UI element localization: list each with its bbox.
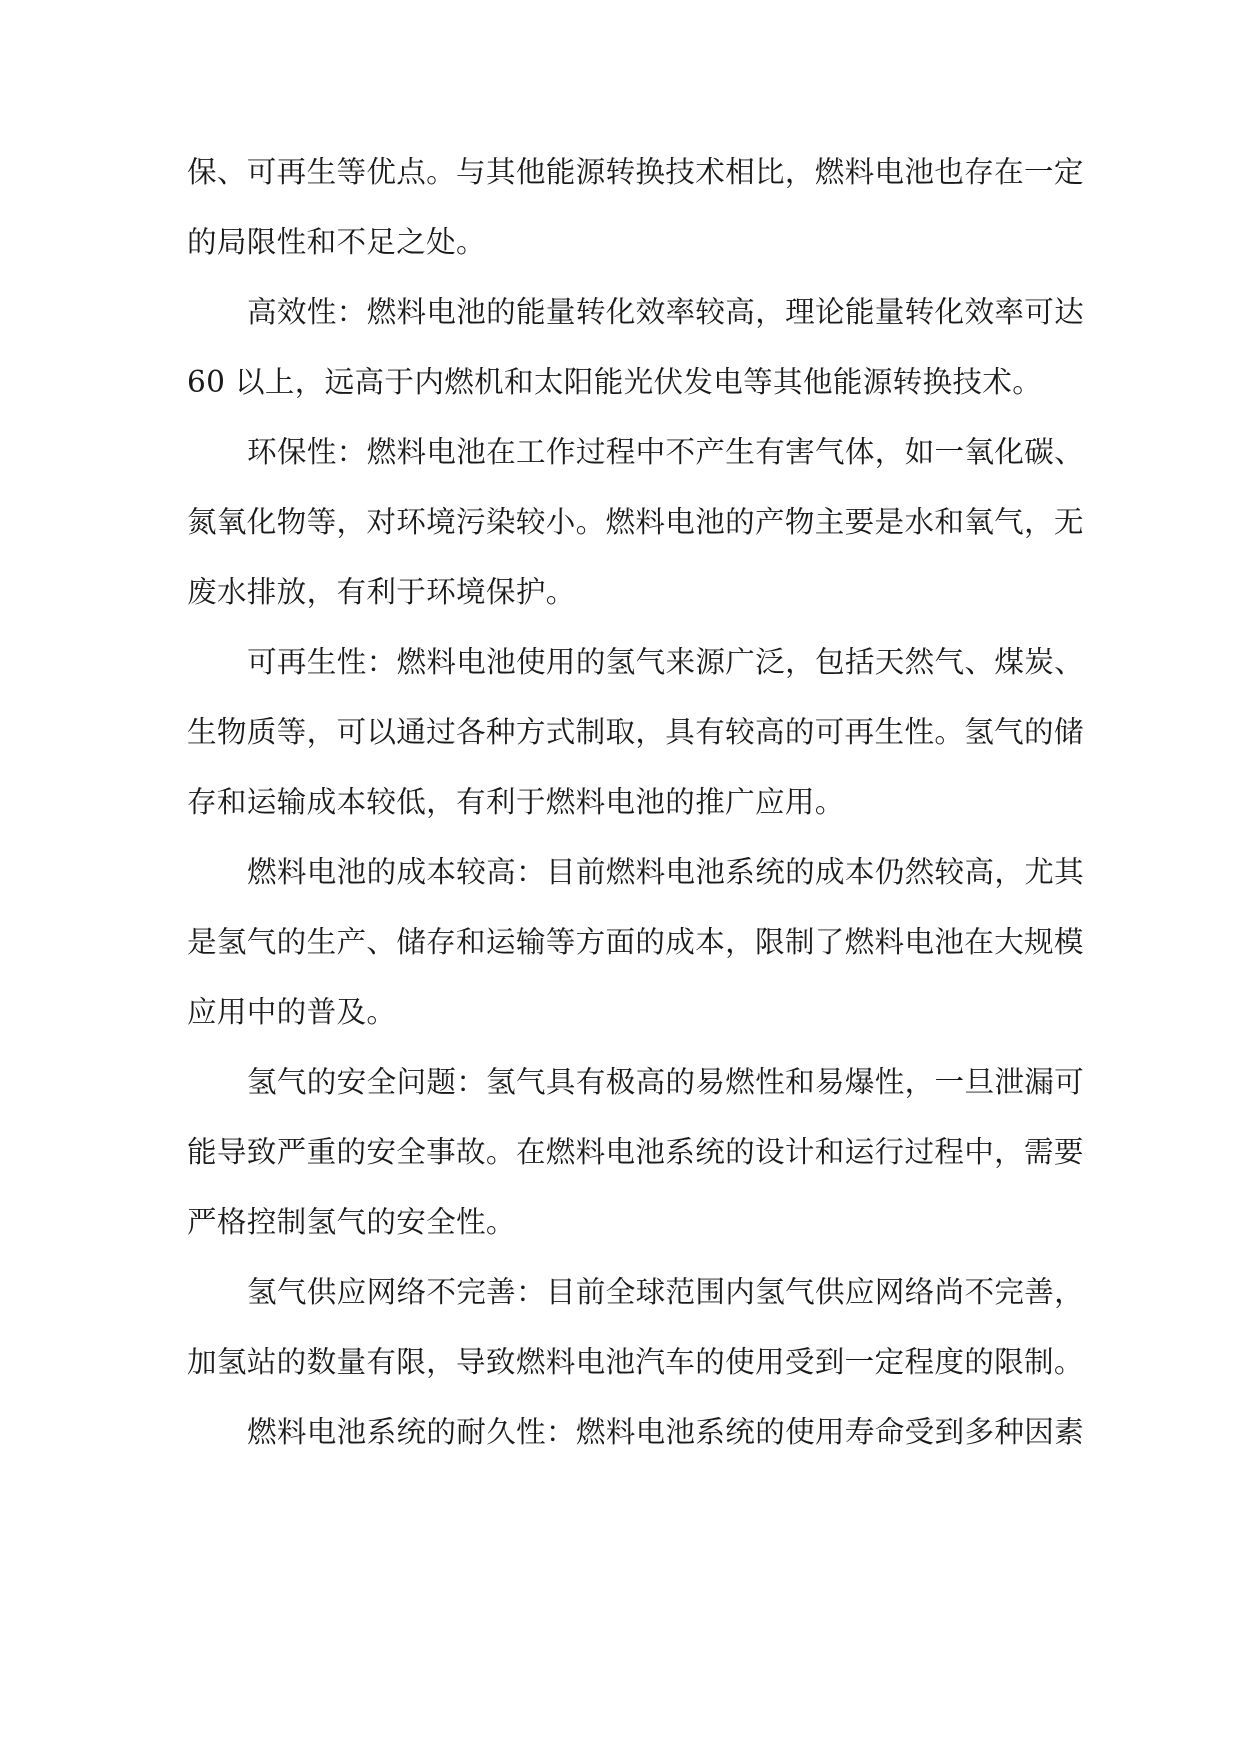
paragraph-supply-network	[187, 1261, 1085, 1393]
text-line: 废水排放，有利于环境保护。	[187, 575, 576, 609]
text-line: 氮氧化物等，对环境污染较小。燃料电池的产物主要是水和氧气，无	[187, 505, 1084, 539]
text-line: 加氢站的数量有限，导致燃料电池汽车的使用受到一定程度的限制。	[187, 1345, 1084, 1379]
paragraph-renewable	[187, 631, 1085, 833]
paragraph-durability	[187, 1401, 1085, 1463]
paragraph-high-efficiency	[187, 281, 1085, 413]
text-line: 严格控制氢气的安全性。	[187, 1205, 516, 1239]
text-line: 是氢气的生产、储存和运输等方面的成本，限制了燃料电池在大规模	[187, 925, 1084, 959]
text-line: 60 以上，远高于内燃机和太阳能光伏发电等其他能源转换技术。	[187, 365, 1043, 399]
text-line: 燃料电池系统的耐久性：燃料电池系统的使用寿命受到多种因素	[247, 1415, 1085, 1449]
text-line: 能导致严重的安全事故。在燃料电池系统的设计和运行过程中，需要	[187, 1135, 1084, 1169]
text-line: 氢气供应网络不完善：目前全球范围内氢气供应网络尚不完善，	[247, 1275, 1085, 1309]
text-line: 环保性：燃料电池在工作过程中不产生有害气体，如一氧化碳、	[247, 435, 1085, 469]
text-line: 应用中的普及。	[187, 995, 397, 1029]
document-page	[187, 141, 1085, 1471]
text-line: 可再生性：燃料电池使用的氢气来源广泛，包括天然气、煤炭、	[247, 645, 1085, 679]
text-line: 的局限性和不足之处。	[187, 225, 486, 259]
text-line: 保、可再生等优点。与其他能源转换技术相比，燃料电池也存在一定	[187, 155, 1084, 189]
text-line: 生物质等，可以通过各种方式制取，具有较高的可再生性。氢气的储	[187, 715, 1084, 749]
paragraph-intro-continued	[187, 141, 1084, 273]
text-line: 氢气的安全问题：氢气具有极高的易燃性和易爆性，一旦泄漏可	[247, 1065, 1085, 1099]
paragraph-high-cost	[187, 841, 1085, 1043]
text-line: 高效性：燃料电池的能量转化效率较高，理论能量转化效率可达	[247, 295, 1085, 329]
paragraph-environmental	[187, 421, 1085, 623]
text-line: 燃料电池的成本较高：目前燃料电池系统的成本仍然较高，尤其	[247, 855, 1085, 889]
text-line: 存和运输成本较低，有利于燃料电池的推广应用。	[187, 785, 845, 819]
paragraph-hydrogen-safety	[187, 1051, 1085, 1253]
